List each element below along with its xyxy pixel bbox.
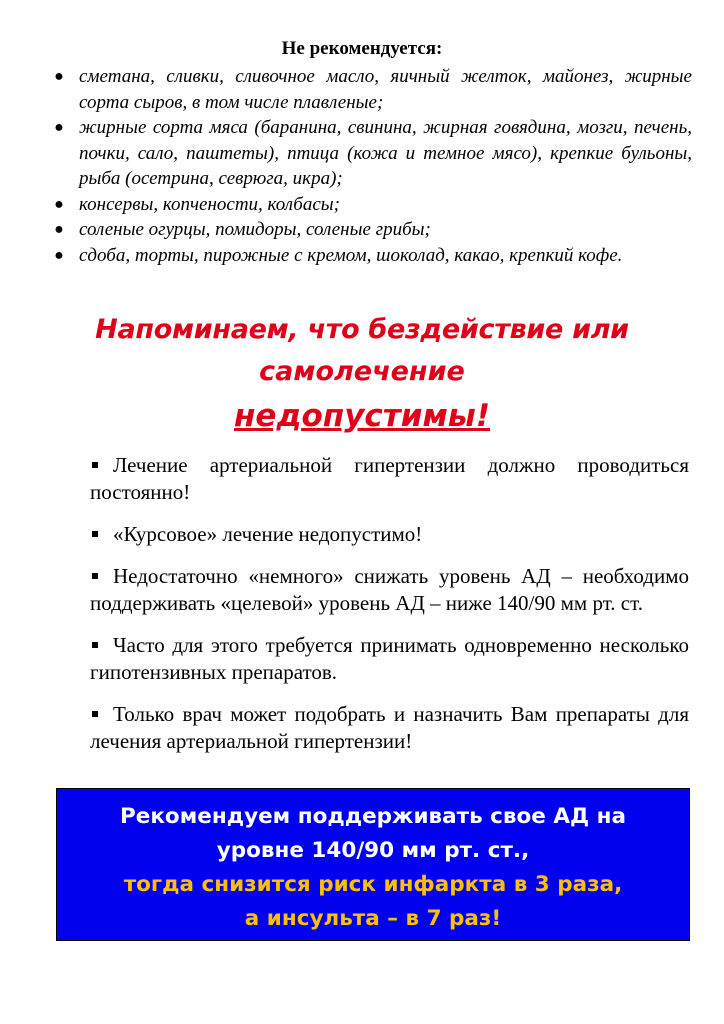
rule-text: Недостаточно «немного» снижать уровень АД – необходимо поддерживать «целевой» уровень АД – ниже 140/90 мм рт. ст.	[90, 564, 689, 615]
list-item-text: соленые огурцы, помидоры, соленые грибы;	[79, 219, 431, 240]
callout-line-1: Рекомендуем поддерживать свое АД на	[120, 804, 626, 829]
list-item-text: сдоба, торты, пирожные с кремом, шоколад, какао, крепкий кофе.	[79, 244, 623, 266]
list-item-text: жирные сорта мяса (баранина, свинина, жирная говядина, мозги, печень, почки, сало, паштеты), птица (кожа и темное мясо), крепкие бульоны, рыба (осетрина, севрюга, икра);	[79, 117, 692, 189]
not-recommended-list	[52, 64, 692, 268]
rule-item	[90, 632, 689, 686]
reminder-line-2: самолечение	[259, 356, 465, 387]
rule-text: Только врач может подобрать и назначить Вам препараты для лечения артериальной гипертензии!	[90, 702, 689, 753]
list-item-text: консервы, копчености, колбасы;	[79, 193, 340, 215]
bullet-icon: ●	[54, 119, 64, 136]
rule-item	[90, 521, 689, 548]
rule-item	[90, 701, 689, 755]
rule-item	[90, 452, 689, 506]
list-item	[52, 192, 692, 218]
callout-line-2: уровне 140/90 мм рт. ст.,	[216, 838, 530, 863]
not-recommended-title: Не рекомендуется:	[281, 38, 443, 59]
list-item	[52, 115, 692, 192]
callout-line-4: а инсульта – в 7 раз!	[244, 906, 502, 931]
list-item	[52, 64, 692, 115]
square-bullet-icon	[92, 711, 98, 717]
rule-text: Лечение артериальной гипертензии должно проводиться постоянно!	[90, 453, 689, 504]
reminder-line-1: Напоминаем, что бездействие или	[95, 314, 629, 345]
recommendation-callout	[56, 788, 690, 941]
square-bullet-icon	[92, 573, 98, 579]
bullet-icon: ●	[54, 246, 64, 264]
list-item	[52, 217, 692, 243]
bullet-icon: ●	[54, 221, 64, 238]
rule-text: Часто для этого требуется принимать одновременно несколько гипотензивных препаратов.	[90, 633, 689, 684]
rule-text: «Курсовое» лечение недопустимо!	[113, 522, 423, 546]
square-bullet-icon	[92, 462, 98, 468]
rule-item	[90, 563, 689, 617]
reminder-heading	[0, 308, 724, 440]
callout-line-3: тогда снизится риск инфаркта в 3 раза,	[123, 872, 623, 897]
list-item-text: сметана, сливки, сливочное масло, яичный желток, майонез, жирные сорта сыров, в том числе плавленые;	[79, 66, 692, 113]
reminder-emphasis: недопустимы!	[234, 398, 490, 434]
square-bullet-icon	[92, 531, 98, 537]
bullet-icon: ●	[54, 195, 64, 213]
square-bullet-icon	[92, 642, 98, 648]
list-item	[52, 243, 692, 269]
treatment-rules	[90, 452, 689, 770]
bullet-icon: ●	[54, 68, 64, 85]
